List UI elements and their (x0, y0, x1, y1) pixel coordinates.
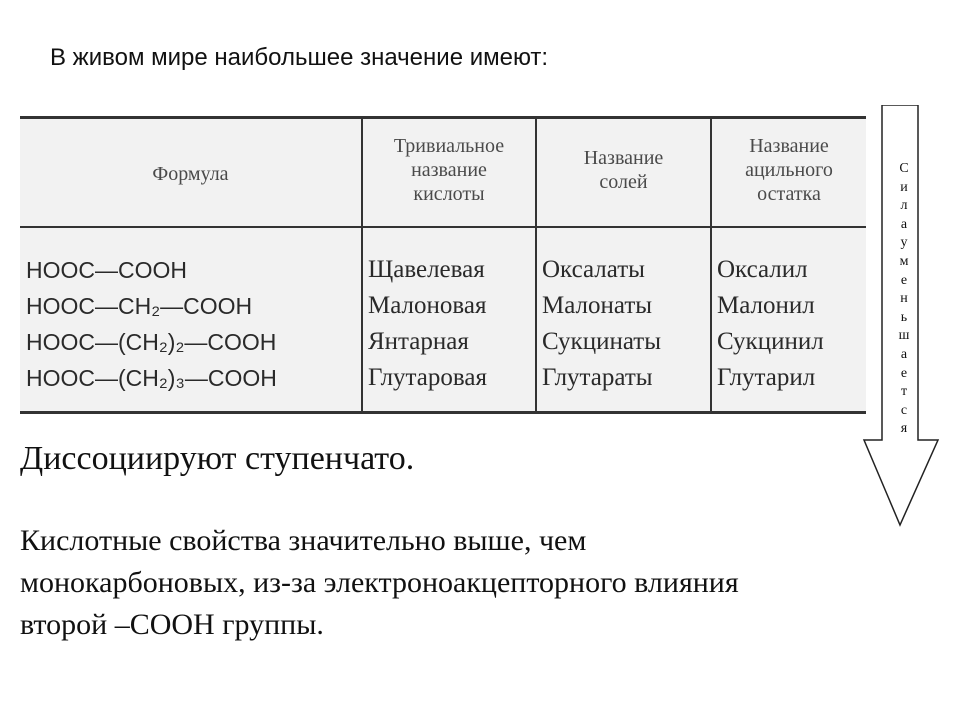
arrow-letter: и (900, 179, 908, 195)
trivial-name-glutaric: Глутаровая (368, 364, 487, 391)
formula-succinic: HOOC—(CH₂)₂—COOH (26, 329, 277, 355)
paragraph-line-2: монокарбоновых, из-за электроноакцепторного влияния (20, 566, 739, 599)
header-formula-line: Формула (152, 163, 229, 185)
arrow-letter: ь (900, 309, 908, 325)
intro-text: В живом мире наибольшее значение имеют: (50, 44, 549, 71)
paragraph-line-3: второй –СООН группы. (20, 608, 324, 641)
acyl-name-glutaric: Глутарил (717, 364, 816, 391)
formula-column (26, 252, 277, 396)
salt-name-malonic: Малонаты (542, 292, 653, 319)
arrow-letter: с (900, 402, 908, 418)
dissociation-heading: Диссоциируют ступенчато. (20, 440, 415, 477)
header-acyl-line-1: Название (749, 135, 829, 157)
header-salt-line-2: солей (599, 171, 648, 193)
trivial-name-column (368, 252, 487, 396)
header-trivial-name (363, 134, 535, 206)
header-trivial-line-2: название (411, 159, 487, 181)
acidity-paragraph (20, 520, 940, 646)
arrow-letter: я (900, 421, 908, 437)
salt-name-glutaric: Глутараты (542, 364, 653, 391)
arrow-letter: н (900, 291, 908, 307)
arrow-letter: а (900, 346, 908, 362)
paragraph-line-1: Кислотные свойства значительно выше, чем (20, 524, 587, 557)
trivial-name-oxalic: Щавелевая (368, 256, 485, 283)
arrow-letter: м (899, 253, 909, 269)
header-trivial-line-1: Тривиальное (393, 135, 505, 157)
salt-name-column (542, 252, 661, 396)
trivial-name-malonic: Малоновая (368, 292, 487, 319)
acyl-name-oxalic: Оксалил (717, 256, 808, 283)
table-bottom-rule (20, 411, 866, 414)
formula-oxalic: HOOC—COOH (26, 257, 187, 283)
header-acyl-line-2: ацильного (745, 159, 833, 181)
arrow-letter: ш (898, 328, 910, 344)
acyl-name-column (717, 252, 824, 396)
arrow-letter: е (900, 272, 908, 288)
trivial-name-succinic: Янтарная (368, 328, 469, 355)
header-salt-name (537, 146, 710, 194)
acyl-name-succinic: Сукцинил (717, 328, 824, 355)
arrow-caption (890, 160, 918, 439)
header-acyl-line-3: остатка (757, 183, 821, 205)
salt-name-succinic: Сукцинаты (542, 328, 662, 355)
arrow-letter: л (900, 198, 908, 214)
arrow-letter: у (900, 235, 908, 251)
arrow-letter: а (900, 216, 908, 232)
header-acyl-name (712, 134, 866, 206)
header-salt-line-1: Название (583, 147, 664, 169)
arrow-letter: т (900, 384, 908, 400)
formula-glutaric: HOOC—(CH₂)₃—COOH (26, 365, 277, 391)
header-trivial-line-3: кислоты (413, 183, 485, 205)
header-formula (20, 162, 361, 186)
dicarboxylic-acids-table (20, 116, 866, 414)
arrow-letter: С (899, 161, 909, 176)
arrow-letter: е (900, 365, 908, 381)
table-header-rule (20, 226, 866, 228)
salt-name-oxalic: Оксалаты (542, 256, 645, 283)
formula-malonic: HOOC—CH₂—COOH (26, 293, 253, 319)
table-top-rule (20, 116, 866, 119)
acyl-name-malonic: Малонил (717, 292, 815, 319)
